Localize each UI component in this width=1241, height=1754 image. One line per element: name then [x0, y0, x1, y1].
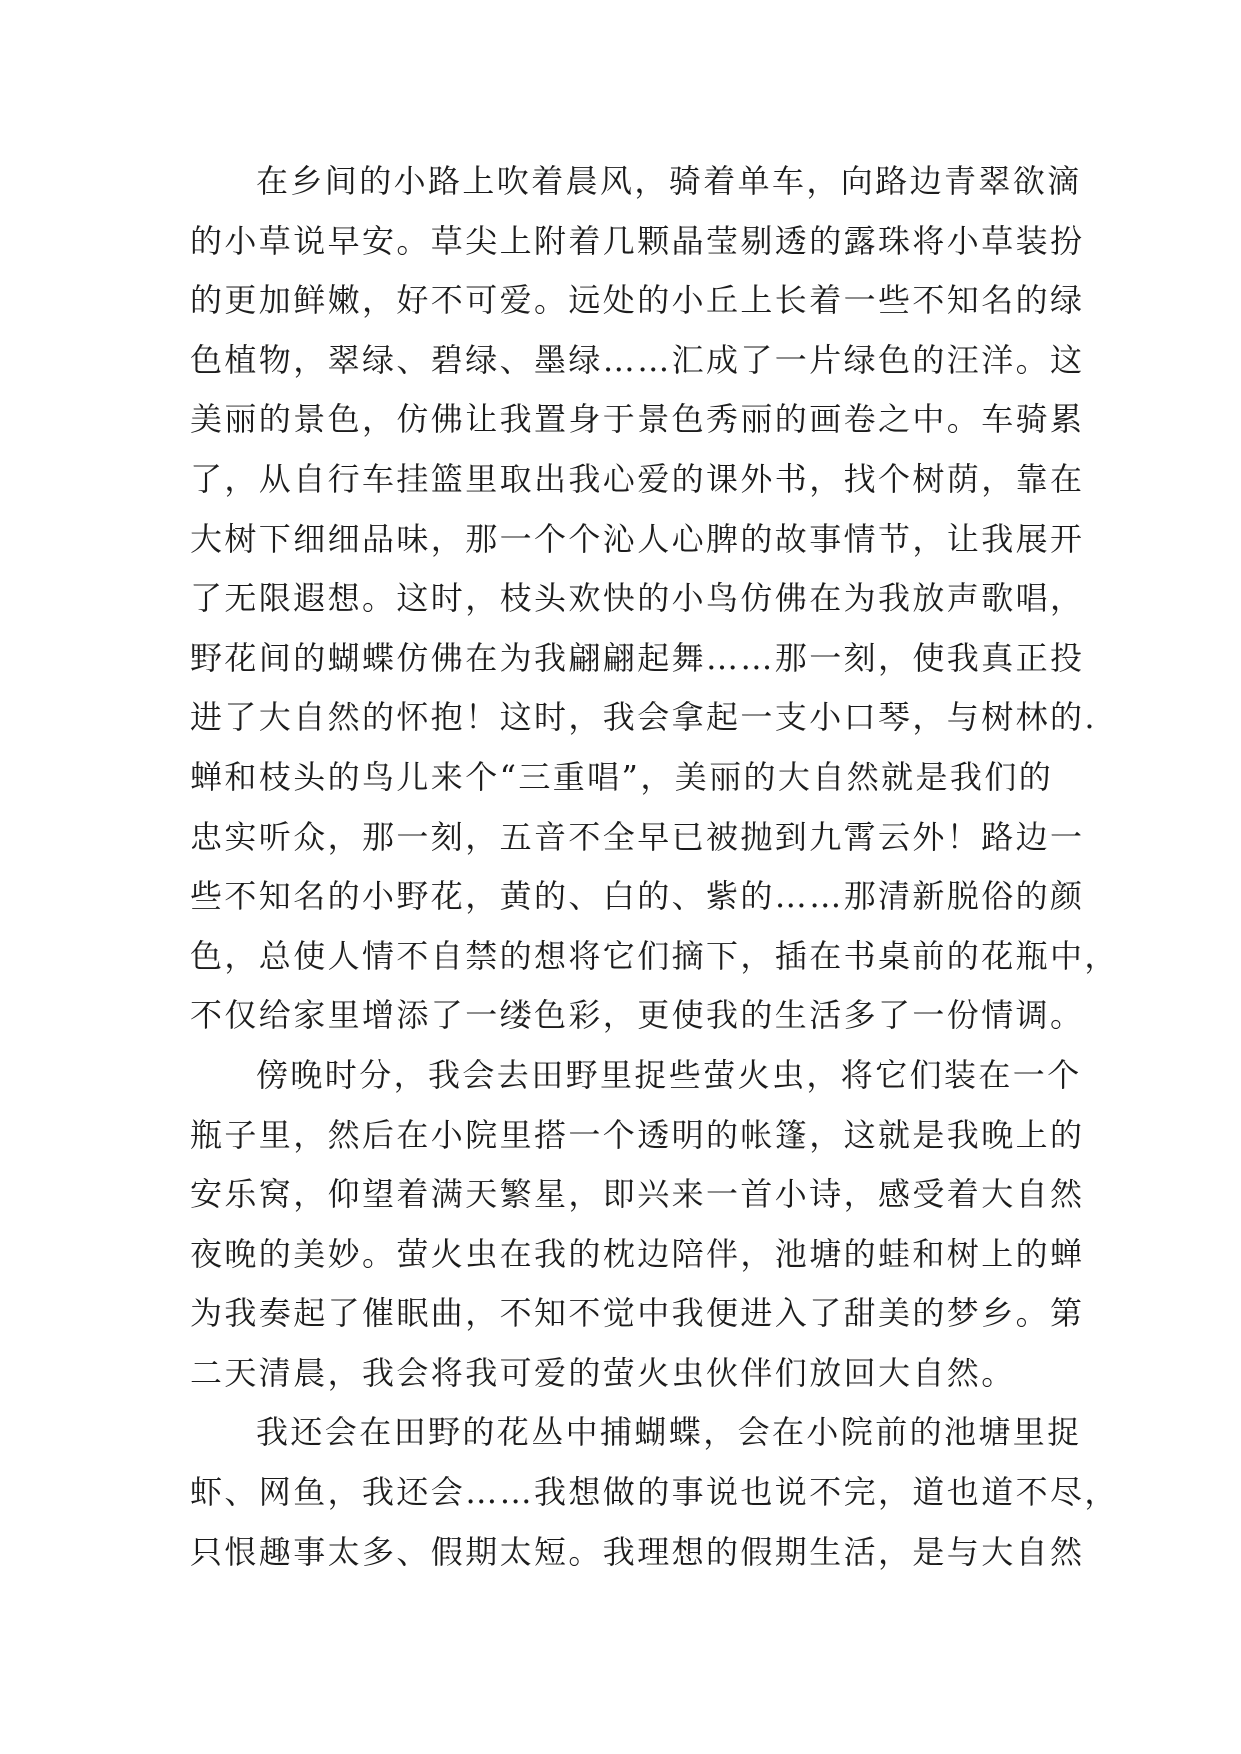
body-text	[190, 152, 1119, 1582]
text-line: 瓶子里，然后在小院里搭一个透明的帐篷，这就是我晚上的	[190, 1115, 1085, 1154]
text-line: 夜晚的美妙。萤火虫在我的枕边陪伴，池塘的蛙和树上的蝉	[190, 1234, 1085, 1273]
text-line: 二天清晨，我会将我可爱的萤火虫伙伴们放回大自然。	[190, 1353, 1016, 1392]
text-line: 傍晚时分，我会去田野里捉些萤火虫，将它们装在一个	[256, 1055, 1082, 1094]
text-line: 进了大自然的怀抱！这时，我会拿起一支小口琴，与树林的.	[190, 698, 1097, 737]
text-line: 野花间的蝴蝶仿佛在为我翩翩起舞……那一刻，使我真正投	[190, 638, 1085, 677]
text-line: 了，从自行车挂篮里取出我心爱的课外书，找个树荫，靠在	[190, 459, 1085, 498]
text-line: 大树下细细品味，那一个个沁人心脾的故事情节，让我展开	[190, 519, 1085, 558]
text-line: 在乡间的小路上吹着晨风，骑着单车，向路边青翠欲滴	[256, 162, 1082, 200]
text-line: 色植物，翠绿、碧绿、墨绿……汇成了一片绿色的汪洋。这	[190, 340, 1085, 379]
text-line: 安乐窝，仰望着满天繁星，即兴来一首小诗，感受着大自然	[190, 1175, 1085, 1214]
text-line: 美丽的景色，仿佛让我置身于景色秀丽的画卷之中。车骑累	[190, 400, 1085, 439]
text-line: 忠实听众，那一刻，五音不全早已被抛到九霄云外！路边一	[190, 817, 1085, 856]
text-line: 蝉和枝头的鸟儿来个“三重唱”，美丽的大自然就是我们的	[190, 757, 1054, 796]
text-line: 我还会在田野的花丛中捕蝴蝶，会在小院前的池塘里捉	[256, 1413, 1082, 1452]
text-line: 些不知名的小野花，黄的、白的、紫的……那清新脱俗的颜	[190, 877, 1085, 916]
text-line: 为我奏起了催眠曲，不知不觉中我便进入了甜美的梦乡。第	[190, 1294, 1085, 1333]
text-line: 不仅给家里增添了一缕色彩，更使我的生活多了一份情调。	[190, 996, 1085, 1035]
text-line: 的小草说早安。草尖上附着几颗晶莹剔透的露珠将小草装扮	[190, 221, 1085, 260]
text-line: 只恨趣事太多、假期太短。我理想的假期生活，是与大自然	[190, 1532, 1085, 1571]
text-line: 的更加鲜嫩，好不可爱。远处的小丘上长着一些不知名的绿	[190, 281, 1085, 320]
text-line: 虾、网鱼，我还会……我想做的事说也说不完，道也道不尽，	[190, 1473, 1119, 1512]
text-line: 了无限遐想。这时，枝头欢快的小鸟仿佛在为我放声歌唱，	[190, 579, 1085, 618]
text-line: 色，总使人情不自禁的想将它们摘下，插在书桌前的花瓶中，	[190, 936, 1119, 975]
